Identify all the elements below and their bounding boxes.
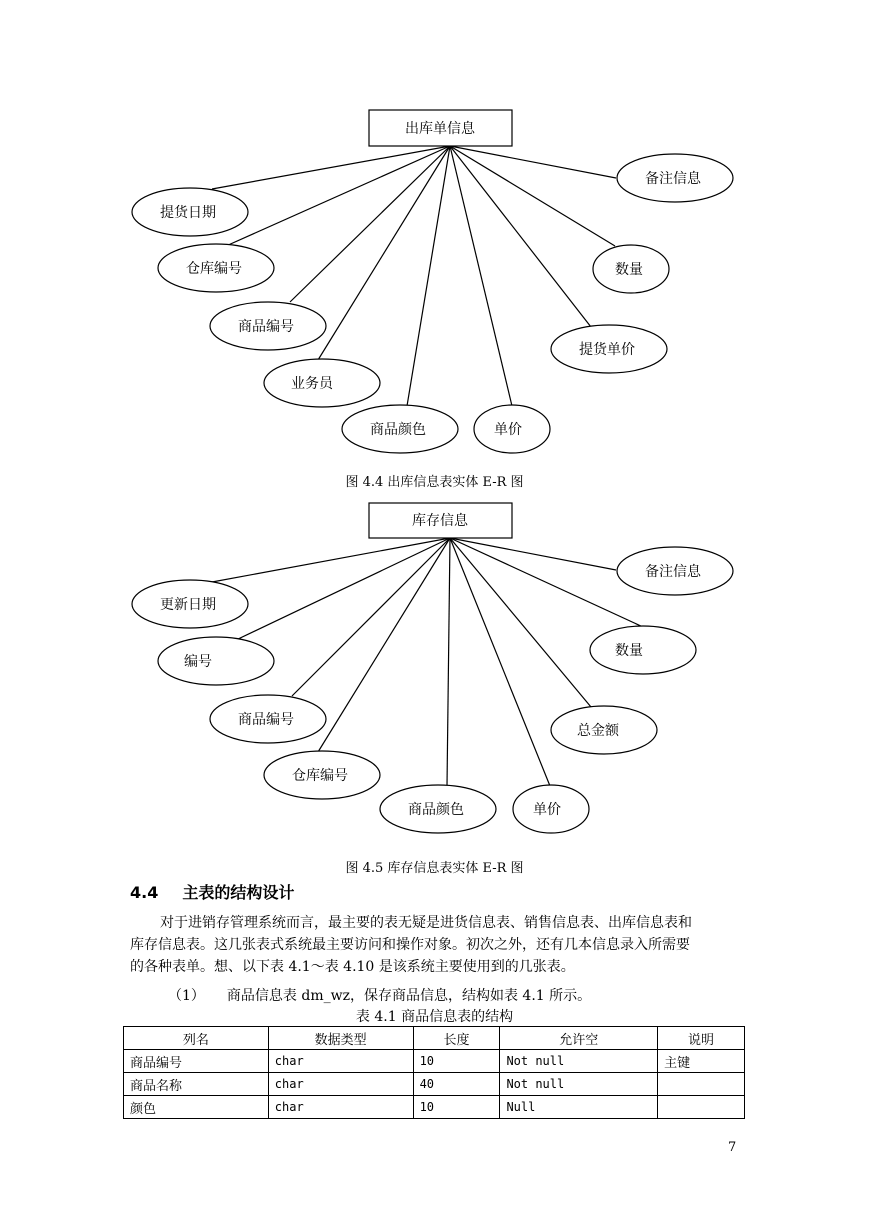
paragraph-line: 库存信息表。这几张表式系统最主要访问和操作对象。初次之外，还有几本信息录入所需要 [130, 937, 690, 953]
attribute-label: 商品颜色 [408, 802, 464, 818]
table-cell [658, 1096, 745, 1119]
attribute-label: 数量 [615, 643, 643, 659]
attribute-label: 仓库编号 [292, 768, 348, 784]
table-cell: char [268, 1073, 413, 1096]
er-diagram-outbound [0, 100, 869, 460]
column-header: 列名 [124, 1027, 269, 1050]
attribute-label: 更新日期 [160, 597, 216, 613]
table-cell: char [268, 1050, 413, 1073]
table-cell [658, 1073, 745, 1096]
table-row [124, 1073, 745, 1096]
attribute-label: 业务员 [291, 376, 333, 392]
list-marker: （1） [168, 988, 205, 1004]
table-row [124, 1096, 745, 1119]
attribute-label: 备注信息 [645, 564, 701, 580]
attribute-label: 单价 [533, 802, 561, 818]
table-cell: 主键 [658, 1050, 745, 1073]
list-item [168, 985, 591, 1005]
column-header: 允许空 [500, 1027, 658, 1050]
entity-label: 出库单信息 [405, 121, 475, 137]
table-cell: 颜色 [124, 1096, 269, 1119]
attribute-label: 编号 [184, 654, 212, 670]
page-number: 7 [728, 1140, 737, 1155]
attribute-label: 数量 [615, 262, 643, 278]
attribute-label: 提货日期 [160, 205, 216, 221]
table-cell: Null [500, 1096, 658, 1119]
figure-caption: 图 4.4 出库信息表实体 E-R 图 [345, 475, 524, 490]
table-cell: 40 [413, 1073, 500, 1096]
column-header: 长度 [413, 1027, 500, 1050]
table-cell: 10 [413, 1096, 500, 1119]
table-cell: 商品编号 [124, 1050, 269, 1073]
entity-label: 库存信息 [412, 513, 468, 529]
attribute-label: 仓库编号 [186, 261, 242, 277]
attribute-label: 商品编号 [238, 712, 294, 728]
figure-caption: 图 4.5 库存信息表实体 E-R 图 [345, 861, 524, 876]
attribute-label: 提货单价 [579, 342, 635, 358]
table-cell: 商品名称 [124, 1073, 269, 1096]
table-caption: 表 4.1 商品信息表的结构 [355, 1009, 514, 1025]
attribute-label: 单价 [494, 422, 522, 438]
attribute-label: 备注信息 [645, 171, 701, 187]
paragraph-line: 对于进销存管理系统而言，最主要的表无疑是进货信息表、销售信息表、出库信息表和 [160, 915, 692, 931]
attribute-label: 总金额 [577, 723, 619, 739]
table-cell: Not null [500, 1050, 658, 1073]
section-heading [130, 880, 294, 903]
section-number: 4.4 [130, 883, 159, 902]
paragraph-line: 的各种表单。想、以下表 4.1～表 4.10 是该系统主要使用到的几张表。 [130, 959, 575, 975]
attribute-label: 商品编号 [238, 319, 294, 335]
table-cell: char [268, 1096, 413, 1119]
table-row [124, 1050, 745, 1073]
er-diagram-inventory [0, 495, 869, 855]
table-header-row [124, 1027, 745, 1050]
column-header: 说明 [658, 1027, 745, 1050]
body-paragraph [130, 912, 742, 978]
table-cell: Not null [500, 1073, 658, 1096]
list-text: 商品信息表 dm_wz，保存商品信息，结构如表 4.1 所示。 [226, 988, 592, 1004]
attribute-label: 商品颜色 [370, 422, 426, 438]
table-cell: 10 [413, 1050, 500, 1073]
column-header: 数据类型 [268, 1027, 413, 1050]
section-title: 主表的结构设计 [182, 883, 295, 902]
structure-table [123, 1026, 745, 1119]
